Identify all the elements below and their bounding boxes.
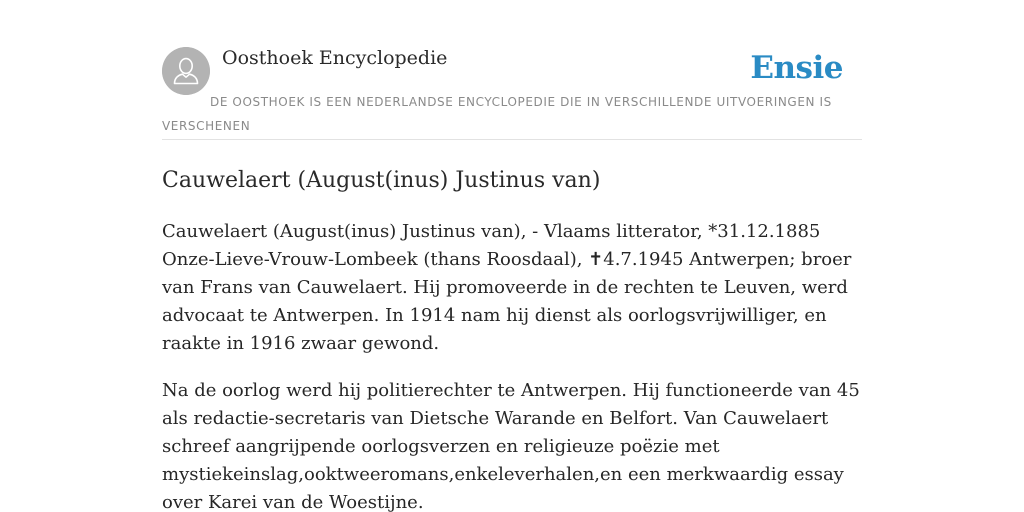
brand-logo[interactable]: Ensie — [750, 50, 843, 86]
page — [162, 44, 862, 512]
article-title: Cauwelaert (August(inus) Justinus van) — [162, 168, 601, 193]
site-header — [162, 44, 862, 140]
site-name[interactable]: Oosthoek Encyclopedie — [222, 47, 448, 69]
user-icon[interactable] — [162, 47, 210, 95]
site-tagline: DE OOSTHOEK IS EEN NEDERLANDSE ENCYCLOPEDIE DIE IN VERSCHILLENDE UITVOERINGEN IS VERSCHENEN — [162, 95, 832, 133]
article-paragraph: Cauwelaert (August(inus) Justinus van), - Vlaams litterator, *31.12.1885 Onze-Lieve-Vrouw-Lombeek (thans Roosdaal), ✝4.7.1945 Antwerpen; broer van Frans van Cauwelaert. Hij promoveerde in de rechten te Leuven, werd advocaat te Antwerpen. In 1914 nam hij dienst als oorlogsvrijwilliger, en raakte in 1916 zwaar gewond. — [162, 221, 852, 354]
article-paragraph: Na de oorlog werd hij politierechter te Antwerpen. Hij functioneerde van 45 als redactie-secretaris van Dietsche Warande en Belfort. Van Cauwelaert schreef aangrijpende oorlogsverzen en religieuze poëzie met mystiekeinslag,ooktweeromans,enkeleverhalen,en een merkwaardig essay over Karei van de Woestijne. — [162, 380, 860, 512]
